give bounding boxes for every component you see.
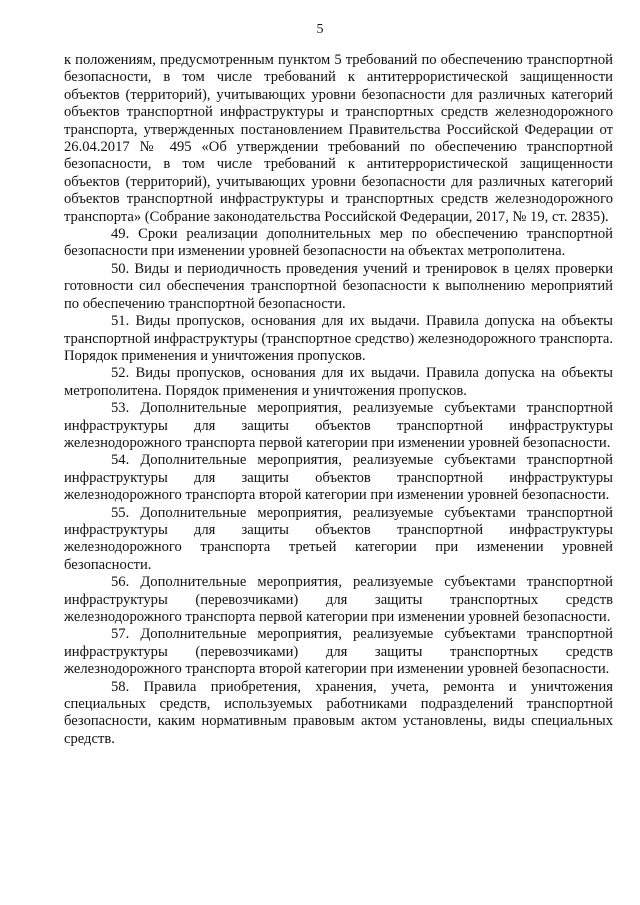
paragraph-item-54: 54. Дополнительные мероприятия, реализуемые субъектами транспортной инфраструктуры для защиты объектов транспортной инфраструктуры железнодорожного транспорта второй категории при изменении уровней безопасности. — [64, 452, 613, 504]
paragraph-item-49: 49. Сроки реализации дополнительных мер по обеспечению транспортной безопасности при изменении уровней безопасности на объектах метрополитена. — [64, 226, 613, 260]
paragraph-item-55: 55. Дополнительные мероприятия, реализуемые субъектами транспортной инфраструктуры для защиты объектов транспортной инфраструктуры железнодорожного транспорта третьей категории при изменении уровней безопасности. — [64, 504, 613, 573]
paragraph-item-56: 56. Дополнительные мероприятия, реализуемые субъектами транспортной инфраструктуры (перевозчиками) для защиты транспортных средств железнодорожного транспорта первой категории при изменении уровней безопасности. — [64, 574, 613, 625]
paragraph-item-53: 53. Дополнительные мероприятия, реализуемые субъектами транспортной инфраструктуры для защиты объектов транспортной инфраструктуры железнодорожного транспорта первой категории при изменении уровней безопасности. — [64, 400, 613, 451]
paragraph-item-50: 50. Виды и периодичность проведения учений и тренировок в целях проверки готовности сил обеспечения транспортной безопасности к выполнению мероприятий по обеспечению транспортной безопасности. — [64, 260, 613, 312]
page-number: 5 — [316, 22, 324, 37]
paragraph-item-58: 58. Правила приобретения, хранения, учета, ремонта и уничтожения специальных средств, используемых работниками подразделений транспортной безопасности, каким нормативным правовым актом установлены, виды специальных средств. — [64, 678, 613, 747]
paragraph-continuation: к положениям, предусмотренным пунктом 5 требований по обеспечению транспортной безопасности, в том числе требований к антитеррористической защищенности объектов (территорий), учитывающих уровни безопасности для различных категорий объектов транспортной инфраструктуры и транспортных средств железнодорожного транспорта, утвержденных постановлением Правительства Российской Федерации от 26.04.2017 № 495 «Об утверждении требований по обеспечению транспортной безопасности, в том числе требований к антитеррористической защищенности объектов (территорий), учитывающих уровни безопасности для различных категорий объектов транспортной инфраструктуры и транспортных средств железнодорожного транспорта» (Собрание законодательства Российской Федерации, 2017, № 19, ст. 2835). — [64, 52, 613, 225]
paragraph-item-57: 57. Дополнительные мероприятия, реализуемые субъектами транспортной инфраструктуры (перевозчиками) для защиты транспортных средств железнодорожного транспорта второй категории при изменении уровней безопасности. — [64, 626, 613, 678]
paragraph-item-52: 52. Виды пропусков, основания для их выдачи. Правила допуска на объекты метрополитена. Порядок применения и уничтожения пропусков. — [64, 365, 613, 399]
paragraph-item-51: 51. Виды пропусков, основания для их выдачи. Правила допуска на объекты транспортной инфраструктуры (транспортное средство) железнодорожного транспорта. Порядок применения и уничтожения пропусков. — [64, 313, 613, 364]
document-body — [64, 52, 613, 748]
